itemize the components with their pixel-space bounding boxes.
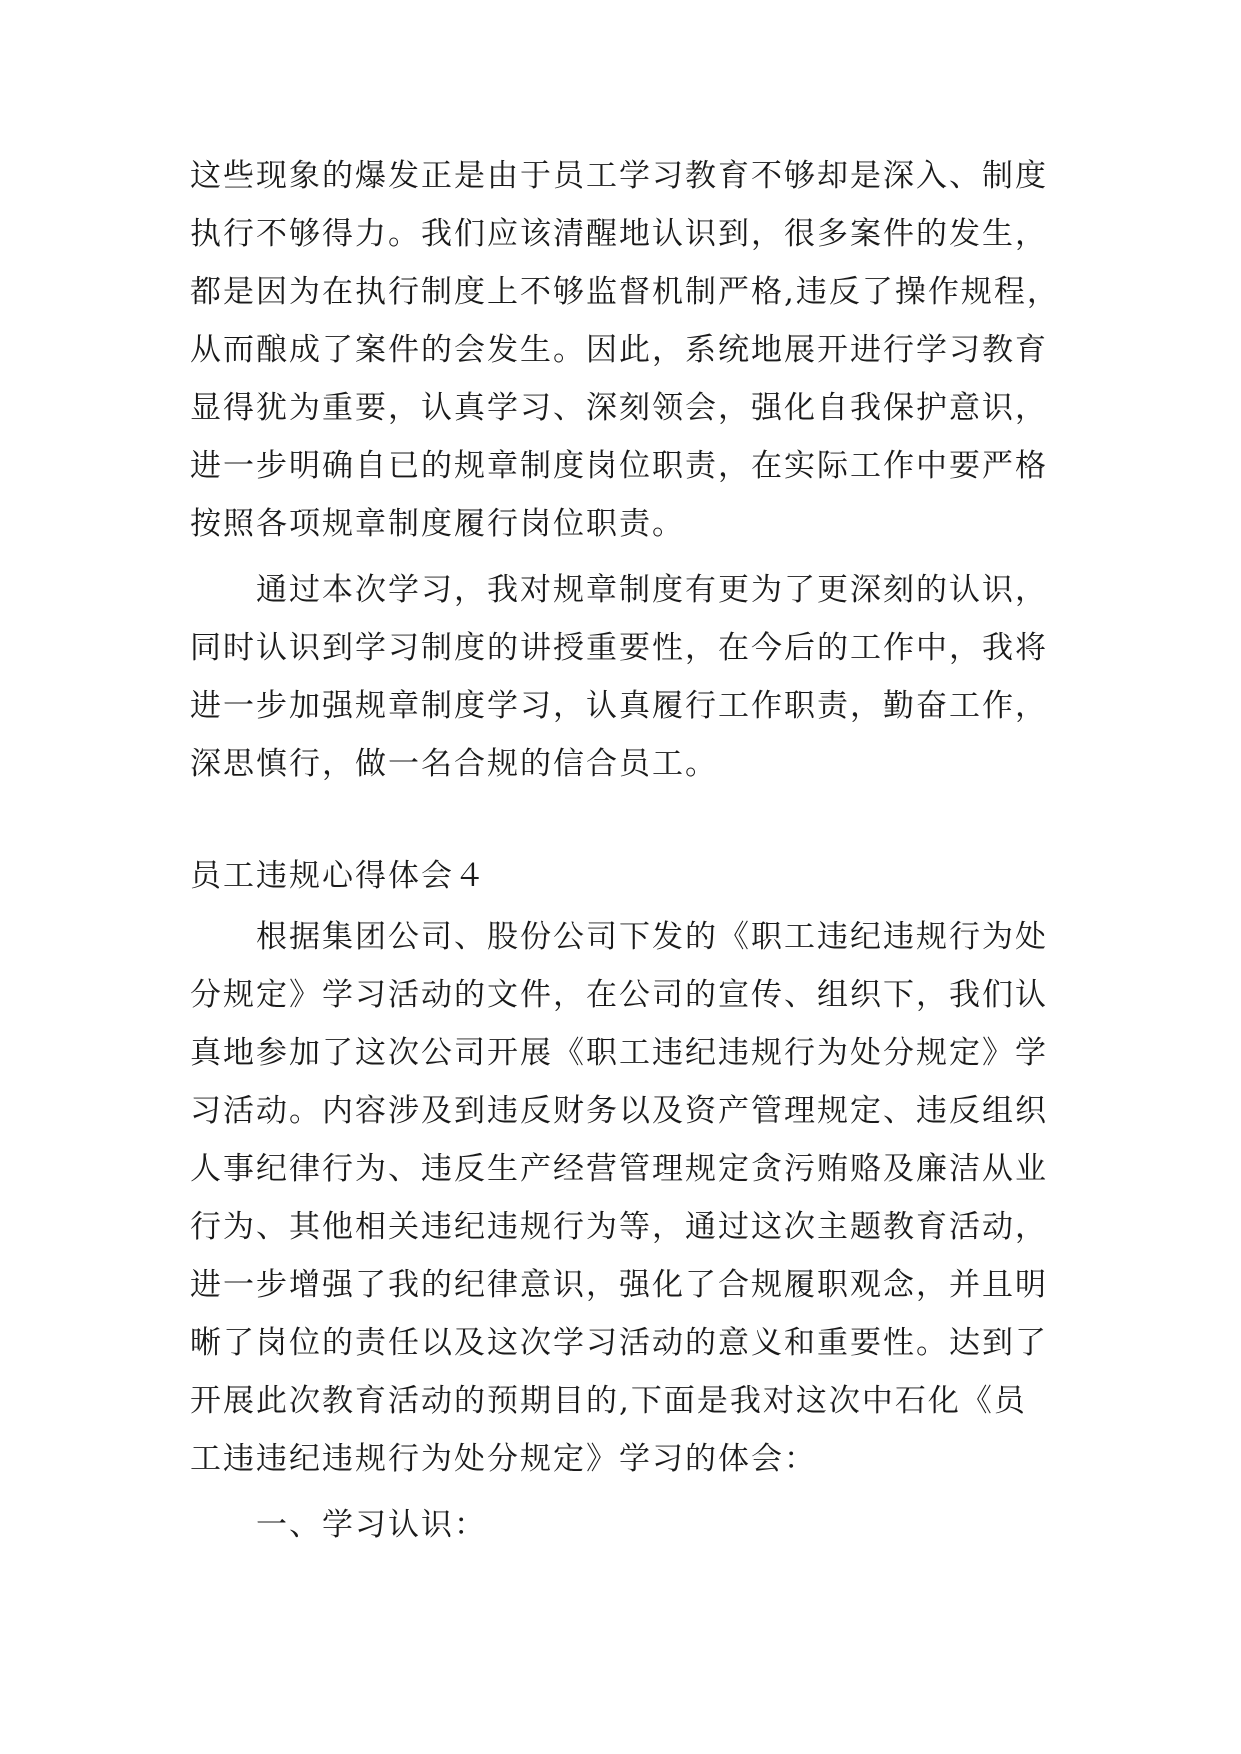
paragraph-line: 开展此次教育活动的预期目的,下面是我对这次中石化《员 [190, 1383, 1027, 1419]
section-heading: 员工违规心得体会４ [190, 858, 487, 894]
paragraph-line: 真地参加了这次公司开展《职工违纪违规行为处分规定》学 [190, 1035, 1048, 1071]
paragraph-line: 进一步明确自已的规章制度岗位职责，在实际工作中要严格 [190, 448, 1048, 484]
subsection-heading: 一、学习认识： [256, 1507, 487, 1543]
paragraph-line: 进一步加强规章制度学习，认真履行工作职责，勤奋工作， [190, 688, 1048, 724]
paragraph-line: 从而酿成了案件的会发生。因此，系统地展开进行学习教育 [190, 332, 1048, 368]
paragraph-line: 显得犹为重要，认真学习、深刻领会，强化自我保护意识， [190, 390, 1048, 426]
paragraph-line: 这些现象的爆发正是由于员工学习教育不够却是深入、制度 [190, 158, 1048, 194]
paragraph-line: 晰了岗位的责任以及这次学习活动的意义和重要性。达到了 [190, 1325, 1048, 1361]
paragraph-line: 通过本次学习，我对规章制度有更为了更深刻的认识， [256, 572, 1048, 608]
paragraph-line: 进一步增强了我的纪律意识，强化了合规履职观念，并且明 [190, 1267, 1048, 1303]
paragraph-line: 人事纪律行为、违反生产经营管理规定贪污贿赂及廉洁从业 [190, 1151, 1048, 1187]
paragraph-line: 工违违纪违规行为处分规定》学习的体会： [190, 1441, 817, 1477]
paragraph-line: 同时认识到学习制度的讲授重要性，在今后的工作中，我将 [190, 630, 1048, 666]
paragraph-line: 习活动。内容涉及到违反财务以及资产管理规定、违反组织 [190, 1093, 1048, 1129]
paragraph-line: 分规定》学习活动的文件，在公司的宣传、组织下，我们认 [190, 977, 1048, 1013]
paragraph-line: 按照各项规章制度履行岗位职责。 [190, 506, 685, 542]
paragraph-line: 行为、其他相关违纪违规行为等，通过这次主题教育活动， [190, 1209, 1048, 1245]
paragraph-line: 深思慎行，做一名合规的信合员工。 [190, 746, 718, 782]
paragraph-line: 根据集团公司、股份公司下发的《职工违纪违规行为处 [256, 919, 1048, 955]
paragraph-line: 都是因为在执行制度上不够监督机制严格,违反了操作规程， [190, 274, 1060, 310]
paragraph-line: 执行不够得力。我们应该清醒地认识到，很多案件的发生， [190, 216, 1048, 252]
